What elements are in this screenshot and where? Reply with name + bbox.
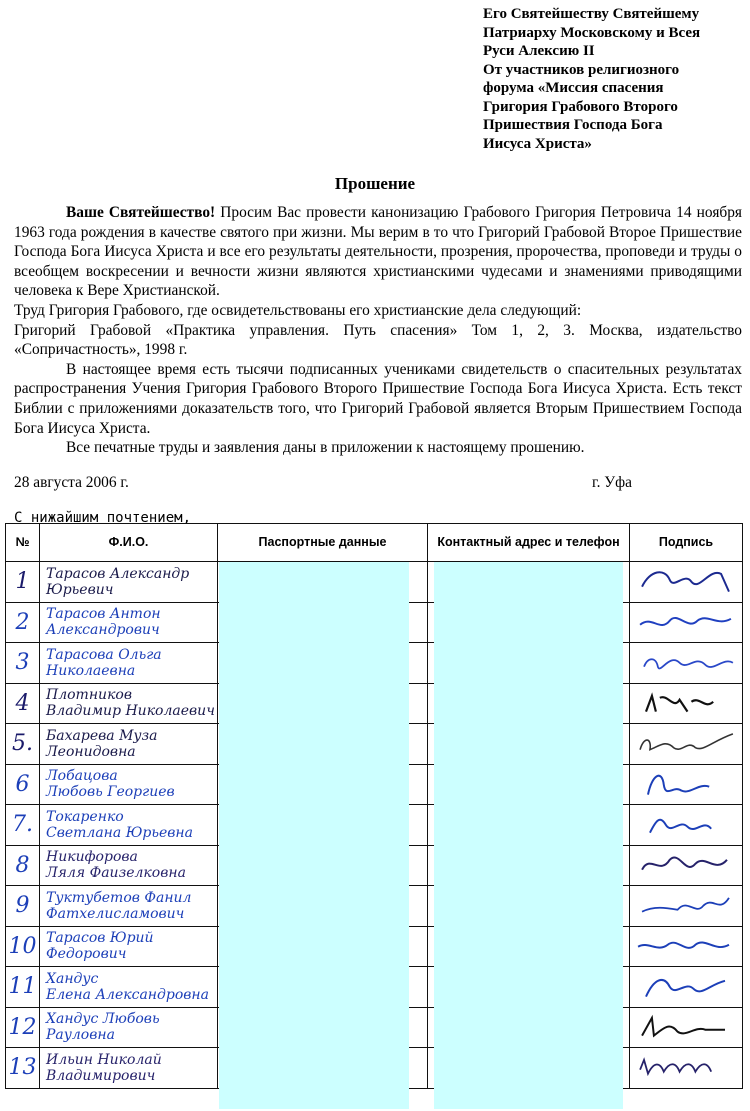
name-line: Тарасов Антон [46,606,161,623]
header-fio: Ф.И.О. [40,524,218,562]
handwritten-signature [630,1008,742,1048]
signature-cell [630,562,743,603]
header-num: № [6,524,40,562]
row-number: 11 [6,967,40,1008]
name-line: Хандус Любовь [46,1011,160,1028]
document-date: 28 августа 2006 г. [14,474,129,491]
signature-cell [630,926,743,967]
addressee-line: Пришествия Господа Бога [483,117,663,133]
row-number: 7. [6,805,40,846]
name-line: Тарасов Юрий [46,930,154,947]
row-number: 6 [6,764,40,805]
name-line: Ильин Николай [46,1051,162,1068]
row-number: 1 [6,562,40,603]
row-number: 4 [6,683,40,724]
paragraph-2: Труд Григория Грабового, где освидетельствованы его христианские дела следующий: [14,301,582,319]
name-line: Тарасова Ольга [46,646,162,663]
name-line: Владимир Николаевич [46,703,215,720]
salutation: Ваше Святейшество! [66,204,216,221]
addressee-line: Руси Алексию II [483,43,595,59]
name-line: Бахарева Муза [46,727,158,744]
signature-cell [630,764,743,805]
document-title: Прошение [334,174,416,193]
addressee-block [483,5,745,153]
header-contact: Контактный адрес и телефон [428,524,630,562]
name-line: Рауловна [46,1027,115,1044]
petition-body [14,203,742,458]
signature-cell [630,1007,743,1048]
name-line: Токаренко [46,808,124,825]
signer-name [40,562,218,603]
handwritten-signature [630,724,742,764]
header-passport: Паспортные данные [218,524,428,562]
addressee-line: Иисуса Христа» [483,135,592,152]
signer-name [40,1048,218,1089]
paragraph-4: В настоящее время есть тысячи подписанных учениками свидетельств о спасительных результатах распространения Учения Григория Грабового Второго Пришествие Господа Бога Иисуса Христа. Есть текст Библии с приложениями доказательств того, что Григорий Грабовой является Вторым Пришествием Господа Бога Иисуса Христа. [14,360,742,437]
handwritten-signature [630,846,742,886]
handwritten-signature [630,886,742,926]
handwritten-signature [630,643,742,683]
name-line: Юрьевич [46,581,114,598]
row-number: 5. [6,724,40,765]
name-line: Плотников [46,687,133,704]
signature-cell [630,886,743,927]
signature-cell [630,683,743,724]
row-number: 8 [6,845,40,886]
name-line: Фатхелисламович [46,905,185,922]
handwritten-signature [630,927,742,967]
row-number: 12 [6,1007,40,1048]
signer-name [40,1007,218,1048]
signature-cell [630,805,743,846]
row-number: 10 [6,926,40,967]
header-signature: Подпись [630,524,743,562]
addressee-line: Григория Грабового Второго [483,98,678,115]
signature-cell [630,845,743,886]
signer-name [40,845,218,886]
signature-cell [630,724,743,765]
paragraph-1 [14,203,742,301]
addressee-line: От участников религиозного [483,61,680,78]
name-line: Лобацова [46,768,118,785]
name-line: Светлана Юрьевна [46,824,193,841]
name-line: Владимирович [46,1067,156,1084]
signer-name [40,886,218,927]
name-line: Хандус [46,970,99,987]
signature-cell [630,1048,743,1089]
row-number: 2 [6,602,40,643]
name-line: Федорович [46,946,127,963]
paragraph-5: Все печатные труды и заявления даны в приложении к настоящему прошению. [66,439,585,457]
redaction-contact [434,562,623,1109]
redaction-passport [219,562,409,1109]
signer-name [40,724,218,765]
signature-cell [630,643,743,684]
row-number: 9 [6,886,40,927]
signer-name [40,764,218,805]
name-line: Тарасов Александр [46,565,190,582]
document-city: г. Уфа [592,474,632,491]
name-line: Николаевна [46,662,136,679]
signature-cell [630,967,743,1008]
signature-cell [630,602,743,643]
paragraph-3: Григорий Грабовой «Практика управления. Путь спасения» Том 1, 2, 3. Москва, издательство «Сопричастность», 1998 г. [14,321,742,359]
signer-name [40,683,218,724]
name-line: Ляля Фаизелковна [46,865,186,882]
name-line: Туктубетов Фанил [46,889,192,906]
signer-name [40,926,218,967]
signer-name [40,602,218,643]
handwritten-signature [630,805,742,845]
paragraph-1-text: Просим Вас провести канонизацию Грабового Григория Петровича 14 ноября 1963 года рождения в качестве святого при жизни. Мы верим в то что Григорий Грабовой Второе Пришествие Господа Бога Иисуса Христа и все его результаты деятельности, прозрения, пророчества, проповеди и труды о всеобщем воскресении и вечности жизни являются христианскими чудесами и знамениями приводящими человека к Вере Христианской. [14,204,743,300]
row-number: 3 [6,643,40,684]
handwritten-signature [630,967,742,1007]
closing-line: С нижайшим почтением, [14,510,192,526]
name-line: Елена Александровна [46,986,209,1003]
name-line: Любовь Георгиев [46,784,175,801]
addressee-line: Его Святейшеству Святейшему [483,6,700,22]
addressee-line: форума «Миссия спасения [483,80,664,96]
handwritten-signature [630,765,742,805]
handwritten-signature [630,562,742,602]
handwritten-signature [630,1048,742,1088]
name-line: Леонидовна [46,743,136,760]
signer-name [40,967,218,1008]
addressee-line: Патриарху Московскому и Всея [483,24,701,41]
signer-name [40,805,218,846]
signer-name [40,643,218,684]
name-line: Александрович [46,622,160,639]
handwritten-signature [630,684,742,724]
name-line: Никифорова [46,849,138,866]
table-header-row [6,524,743,562]
row-number: 13 [6,1048,40,1089]
handwritten-signature [630,603,742,643]
